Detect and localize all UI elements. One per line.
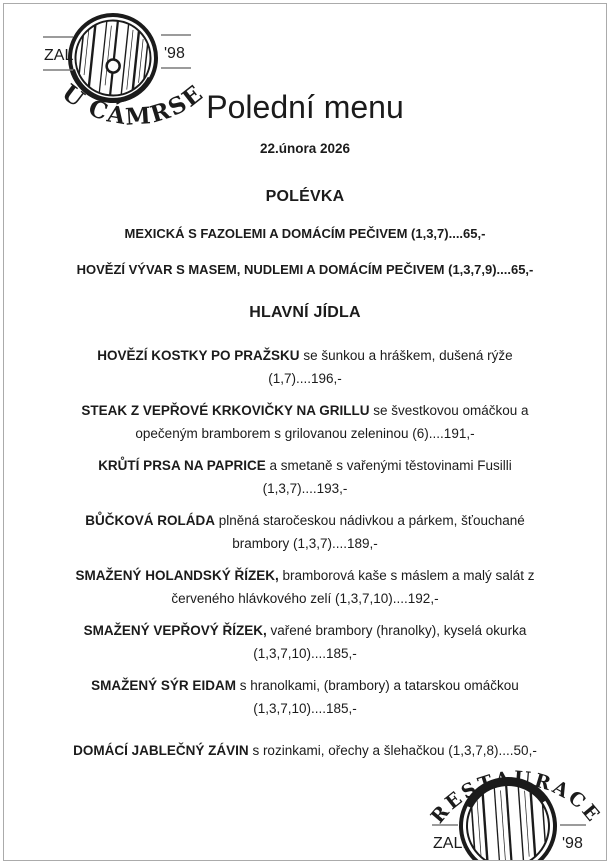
menu-item-name: SMAŽENÝ HOLANDSKÝ ŘÍZEK, bbox=[75, 568, 279, 583]
menu-page bbox=[3, 3, 607, 861]
menu-item-name: KRŮTÍ PRSA NA PAPRICE bbox=[98, 458, 266, 473]
menu-item-desc: plněná staročeskou nádivkou a párkem, šťouchané brambory (1,3,7)....189,- bbox=[218, 513, 525, 551]
menu-item bbox=[4, 260, 606, 280]
menu-item bbox=[75, 509, 535, 555]
year-text: '98 bbox=[164, 45, 185, 62]
menu-item-text: HOVĚZÍ VÝVAR S MASEM, NUDLEMI A DOMÁCÍM PEČIVEM (1,3,7,9)....65,- bbox=[76, 262, 534, 277]
menu-item-desc: s rozinkami, ořechy a šlehačkou (1,3,7,8)....50,- bbox=[252, 743, 537, 758]
established-right bbox=[560, 825, 586, 852]
menu-content bbox=[4, 88, 606, 762]
menu-item bbox=[70, 399, 540, 445]
page-title: Polední menu bbox=[206, 89, 404, 125]
barrel-logo-icon bbox=[40, 8, 220, 140]
soup-section-heading: POLÉVKA bbox=[265, 188, 345, 205]
menu-item-name: STEAK Z VEPŘOVÉ KRKOVIČKY NA GRILLU bbox=[81, 403, 370, 418]
menu-item bbox=[75, 344, 535, 390]
menu-item bbox=[64, 619, 546, 665]
menu-item-name: HOVĚZÍ KOSTKY PO PRAŽSKU bbox=[97, 348, 300, 363]
menu-item-name: SMAŽENÝ VEPŘOVÝ ŘÍZEK, bbox=[83, 623, 267, 638]
mains-section bbox=[4, 302, 606, 762]
menu-item-desc: a smetaně s vařenými těstovinami Fusilli (1,3,7)....193,- bbox=[262, 458, 512, 496]
menu-item-desc: bramborová kaše s máslem a malý salát z červeného hlávkového zelí (1,3,7,10)....192,- bbox=[171, 568, 535, 606]
zal-text: ZAL. bbox=[433, 835, 467, 852]
menu-item-name: DOMÁCÍ JABLEČNÝ ZÁVIN bbox=[73, 743, 249, 758]
menu-item bbox=[75, 564, 535, 610]
barrel-logo-icon bbox=[428, 756, 607, 861]
menu-item-name: SMAŽENÝ SÝR EIDAM bbox=[91, 678, 236, 693]
menu-item bbox=[70, 454, 540, 500]
restaurant-logo-bottom bbox=[428, 756, 607, 861]
menu-item-name: BŮČKOVÁ ROLÁDA bbox=[85, 513, 215, 528]
restaurant-name-arc: U ČÁMRSE bbox=[56, 79, 210, 131]
menu-item-desc: s hranolkami, (brambory) a tatarskou omáčkou (1,3,7,10)....185,- bbox=[239, 678, 519, 716]
menu-item bbox=[70, 674, 540, 720]
menu-item-text: MEXICKÁ S FAZOLEMI A DOMÁCÍM PEČIVEM (1,3,7)....65,- bbox=[124, 226, 486, 241]
year-text: '98 bbox=[562, 835, 583, 852]
menu-item bbox=[4, 224, 606, 244]
established-right bbox=[161, 35, 191, 68]
soup-section bbox=[4, 186, 606, 280]
menu-item-desc: se švestkovou omáčkou a opečeným bramborem s grilovanou zeleninou (6)....191,- bbox=[135, 403, 529, 441]
zal-text: ZAL. bbox=[44, 47, 78, 64]
menu-item-desc: vařené brambory (hranolky), kyselá okurka (1,3,7,10)....185,- bbox=[253, 623, 527, 661]
menu-date: 22.února 2026 bbox=[259, 141, 351, 156]
menu-item-desc: se šunkou a hráškem, dušená rýže (1,7)....196,- bbox=[268, 348, 513, 386]
mains-section-heading: HLAVNÍ JÍDLA bbox=[249, 304, 361, 321]
restaurace-arc: RESTAURACE bbox=[428, 767, 606, 828]
restaurant-logo-top bbox=[40, 8, 220, 145]
